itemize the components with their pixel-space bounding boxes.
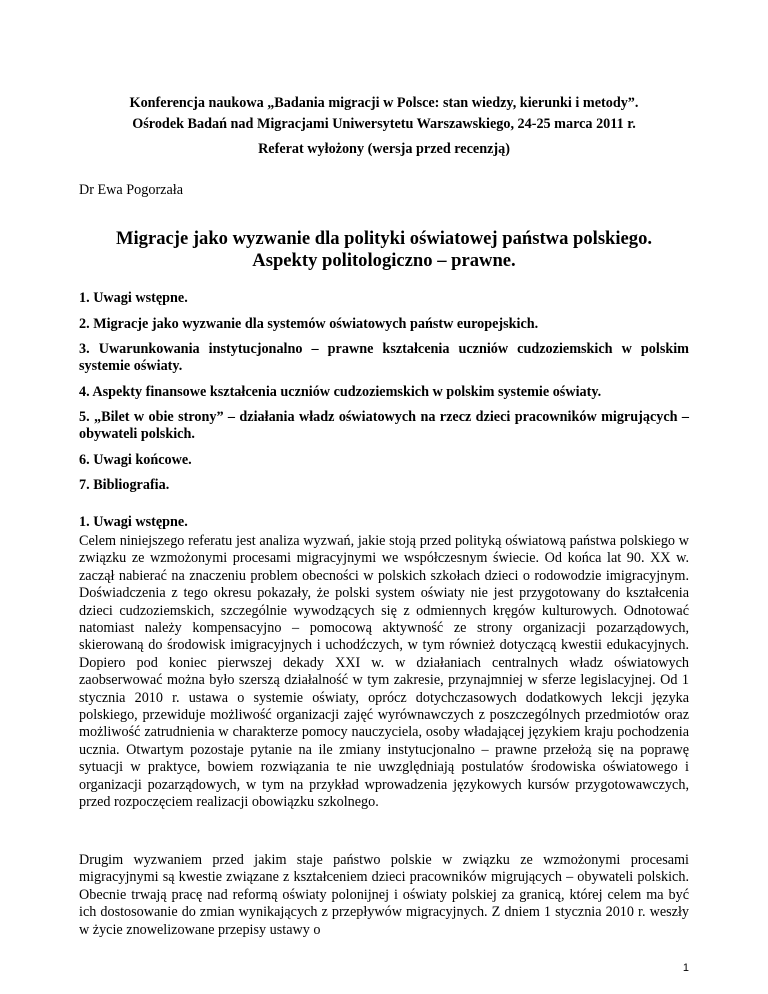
toc-item: 6. Uwagi końcowe. xyxy=(79,451,192,468)
paper-status: Referat wyłożony (wersja przed recenzją) xyxy=(258,141,510,157)
toc-item: 7. Bibliografia. xyxy=(79,477,170,493)
body-paragraph-1: Celem niniejszego referatu jest analiza wyzwań, jakie stoją przed polityką oświatową państwa polskiego w związku ze wzmożonymi procesami migracyjnymi we współczesnym świecie. Od końca lat 90. XX w. zaczął nabierać na znaczeniu problem obecności w polskich szkołach dzieci o rodowodzie imigracyjnym. Doświadczenia z tego okresu pokazały, że polski system oświaty nie jest przygotowany do kształcenia dzieci cudzoziemskich, szczególnie wywodzących się z odmiennych kręgów kulturowych. Odnotować natomiast należy kompensacyjno – pomocową aktywność ze strony organizacji pozarządowych, skierowaną do środowisk imigracyjnych i uchodźczych, w tym również dotyczącą kwestii edukacyjnych. Dopiero pod koniec pierwszej dekady XXI w. w działaniach centralnych władz oświatowych zaobserwować można było szerszą działalność w tym zakresie, przynajmniej w sferze legislacyjnej. Od 1 stycznia 2010 r. ustawa o systemie oświaty, oprócz dotychczasowych dodatkowych lekcji języka polskiego, przewiduje możliwość organizacji zajęć wyrównawczych z poszczególnych przedmiotów oraz możliwość zatrudnienia w charakterze pomocy nauczyciela, osoby władającej językiem kraju pochodzenia ucznia. Otwartym pozostaje pytanie na ile zmiany instytucjonalno – prawne przełożą się na poprawę sytuacji w praktyce, bowiem rozwiązania te nie uwzględniają postulatów środowiska oświatowego i organizacji pozarządowych, w tym na przykład wprowadzenia językowych kursów przygotowawczych, przed rozpoczęciem realizacji obowiązku szkolnego. xyxy=(79,533,689,811)
table-of-contents xyxy=(79,290,689,503)
title-line-2: Aspekty politologiczno – prawne. xyxy=(252,250,516,271)
body-paragraph-2: Drugim wyzwaniem przed jakim staje państwo polskie w związku ze wzmożonymi procesami migracyjnymi są kwestie związane z kształceniem dzieci pracowników migrujących – obywateli polskich. Obecnie trwają pracę nad reformą oświaty polonijnej i oświaty polskiej za granicą, której celem ma być ich dostosowanie do zmian wynikających z przepływów migracyjnych. Z dniem 1 stycznia 2010 r. weszły w życie znowelizowane przepisy ustawy o xyxy=(79,852,689,938)
conference-line-2: Ośrodek Badań nad Migracjami Uniwersytetu Warszawskiego, 24-25 marca 2011 r. xyxy=(132,116,636,132)
conference-line-1: Konferencja naukowa „Badania migracji w Polsce: stan wiedzy, kierunki i metody”. xyxy=(129,95,639,111)
toc-item: 2. Migracje jako wyzwanie dla systemów oświatowych państw europejskich. xyxy=(79,315,539,332)
toc-item: 4. Aspekty finansowe kształcenia uczniów cudzoziemskich w polskim systemie oświaty. xyxy=(79,383,602,400)
toc-item: 3. Uwarunkowania instytucjonalno – prawne kształcenia uczniów cudzoziemskich w polskim systemie oświaty. xyxy=(79,341,689,374)
title-line-1: Migracje jako wyzwanie dla polityki oświatowej państwa polskiego. xyxy=(115,228,653,249)
paper-title xyxy=(0,228,768,272)
section-heading: 1. Uwagi wstępne. xyxy=(79,514,188,530)
author-name: Dr Ewa Pogorzała xyxy=(79,182,184,198)
page-number: 1 xyxy=(682,962,689,974)
conference-header xyxy=(0,93,768,135)
toc-item: 1. Uwagi wstępne. xyxy=(79,290,188,306)
toc-item: 5. „Bilet w obie strony” – działania władz oświatowych na rzecz dzieci pracowników migrujących – obywateli polskich. xyxy=(79,409,689,442)
